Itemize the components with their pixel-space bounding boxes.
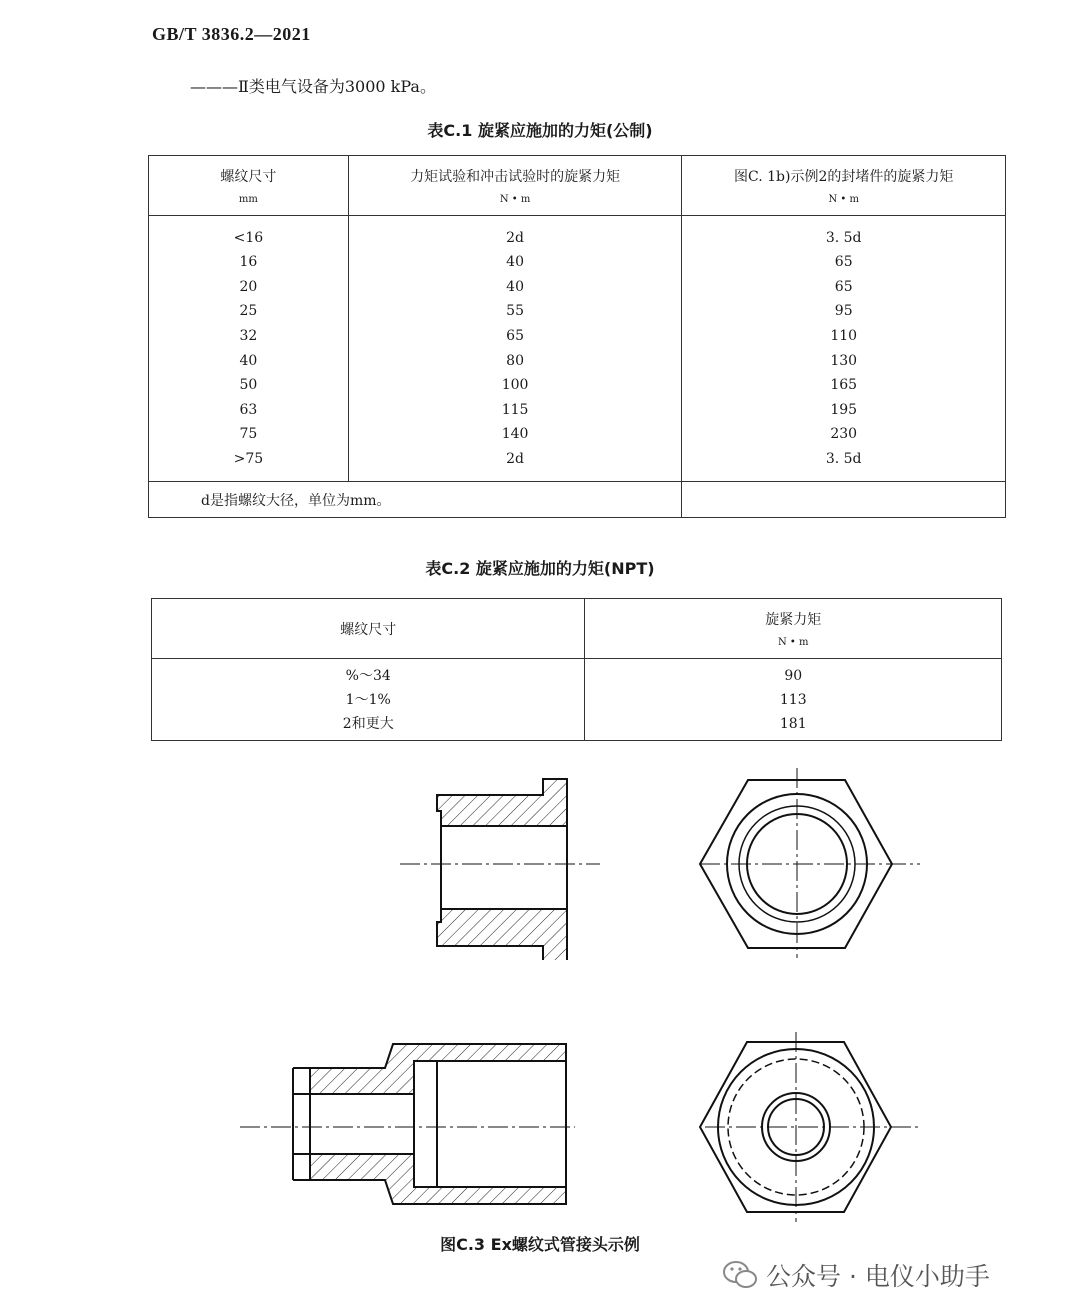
table-cell-value: 65	[834, 254, 853, 271]
header-unit: mm	[238, 194, 258, 205]
table-cell-value: 195	[830, 401, 858, 418]
table1-header-cell	[348, 156, 682, 216]
table-cell-value: >75	[233, 450, 264, 467]
table-cell-value: 55	[506, 303, 524, 320]
table2-body-row	[152, 659, 1002, 741]
header-unit: N • m	[828, 194, 859, 205]
table1-caption: 表C.1 旋紧应施加的力矩(公制)	[427, 121, 653, 140]
table2-header-row	[152, 599, 1002, 659]
table1-col-thread-size	[149, 216, 349, 482]
table-cell-value: 230	[830, 426, 858, 443]
table1-col-plug-torque	[682, 216, 1006, 482]
table-cell-value: 2和更大	[342, 715, 394, 732]
table-cell-value: 2d	[506, 450, 525, 467]
figure-caption: 图C.3 Ex螺纹式管接头示例	[440, 1235, 640, 1254]
fitting2-end-view	[690, 1030, 930, 1226]
table-cell-value: 140	[501, 426, 529, 443]
watermark-text: 公众号 · 电仪小助手	[766, 1262, 990, 1291]
table-cell-value: 130	[830, 352, 858, 369]
table-cell-value: 40	[506, 278, 524, 295]
header-unit: N • m	[499, 194, 531, 205]
table-cell-value: 50	[239, 377, 258, 394]
table-cell-value: 181	[779, 715, 807, 732]
table-cell-value: 113	[779, 691, 807, 708]
table-cell-value: 95	[834, 303, 853, 320]
table1-note-row	[149, 482, 1006, 518]
table-cell-value: 80	[506, 352, 524, 369]
header-label: 旋紧力矩	[765, 612, 822, 628]
wechat-icon	[722, 1260, 758, 1290]
table-cell-value: 3. 5d	[825, 229, 862, 246]
fitting1-section-drawing	[390, 760, 630, 960]
table1-header-cell	[682, 156, 1006, 216]
table2-col-thread-size	[152, 659, 585, 741]
table-cell-value: 32	[239, 327, 258, 344]
table-cell-value: 100	[501, 377, 529, 394]
table-c2	[151, 598, 1002, 741]
table-cell-value: 25	[239, 303, 258, 320]
table2-header-cell	[152, 599, 585, 659]
table-cell-value: 16	[239, 254, 258, 271]
table-c1	[148, 155, 1006, 518]
table-cell-value: 3. 5d	[825, 450, 862, 467]
table1-note-empty	[682, 482, 1006, 518]
table1-note: d是指螺纹大径，单位为mm。	[149, 482, 682, 518]
header-label: 图C. 1b)示例2的封堵件的旋紧力矩	[734, 169, 954, 185]
standard-code: GB/T 3836.2—2021	[152, 24, 311, 44]
table2-col-torque	[585, 659, 1002, 741]
table-cell-value: <16	[233, 229, 264, 246]
table1-header-cell	[149, 156, 349, 216]
table-cell-value: 63	[239, 401, 258, 418]
table-cell-value: 20	[239, 278, 258, 295]
table-cell-value: 65	[506, 327, 524, 344]
watermark	[722, 1257, 990, 1293]
header-label: 螺纹尺寸	[340, 621, 397, 638]
table1-body-row	[149, 216, 1006, 482]
table-cell-value: 115	[501, 401, 529, 418]
table-cell-value: 75	[239, 426, 258, 443]
table-cell-value: 2d	[506, 229, 525, 246]
header-unit: N • m	[777, 637, 809, 648]
table-cell-value: 40	[506, 254, 524, 271]
table2-header-cell	[585, 599, 1002, 659]
table-cell-value: 40	[239, 352, 258, 369]
fitting1-end-view	[690, 762, 930, 962]
header-label: 螺纹尺寸	[220, 169, 277, 185]
table-cell-value: %～34	[345, 667, 391, 684]
table2-caption: 表C.2 旋紧应施加的力矩(NPT)	[425, 559, 655, 578]
table-cell-value: 90	[784, 667, 803, 684]
intro-line: ———Ⅱ类电气设备为3000 kPa。	[190, 77, 436, 96]
table-cell-value: 1～1%	[345, 691, 391, 708]
table-cell-value: 110	[830, 327, 858, 344]
table-cell-value: 165	[830, 377, 858, 394]
fitting2-section-drawing	[236, 1032, 576, 1224]
table1-header-row	[149, 156, 1006, 216]
header-label: 力矩试验和冲击试验时的旋紧力矩	[410, 169, 621, 185]
table-cell-value: 65	[834, 278, 853, 295]
table1-col-torque-test	[348, 216, 682, 482]
